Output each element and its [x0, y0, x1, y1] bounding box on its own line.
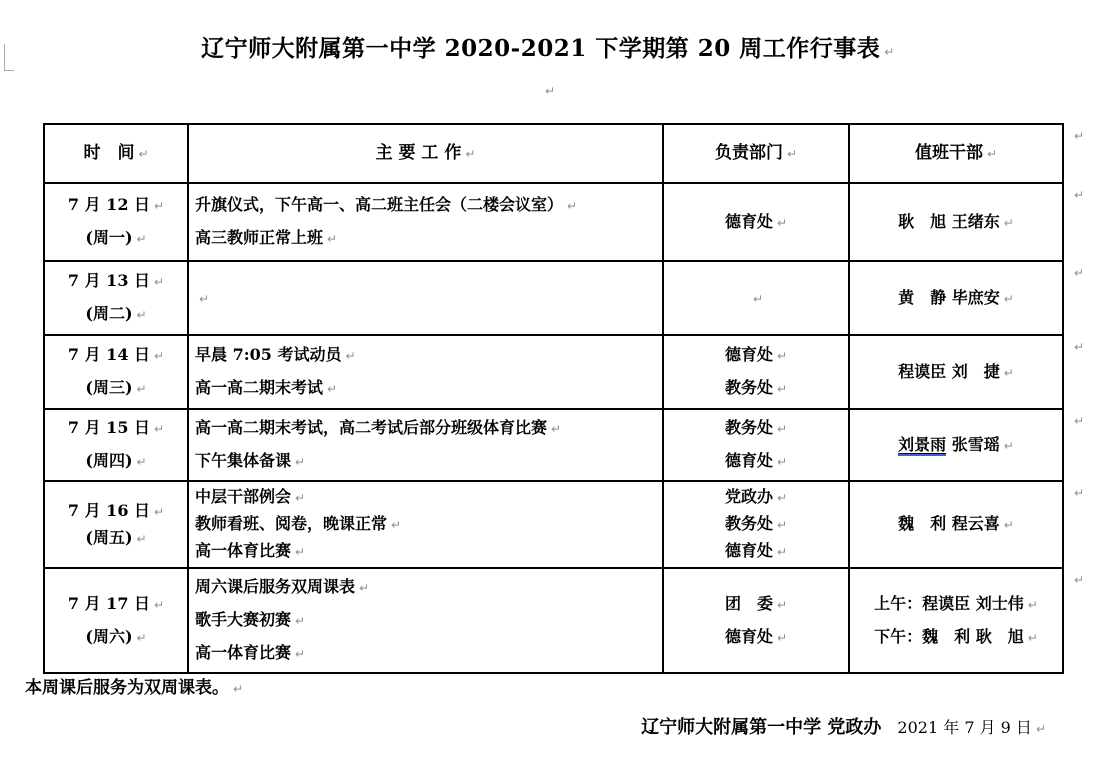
- schedule-table: [43, 123, 1064, 674]
- duty-line-text: 程谟臣 刘 捷: [898, 361, 1000, 381]
- header-label: 主 要 工 作: [375, 142, 462, 163]
- pilcrow-mark: ↵: [776, 215, 788, 230]
- pilcrow-mark: ↵: [359, 581, 370, 595]
- signature-date: 2021 年 7 月 9 日: [897, 718, 1032, 737]
- weekday-line-text: (周六): [85, 626, 133, 646]
- pilcrow-mark: ↵: [136, 630, 147, 645]
- department-line: [670, 372, 842, 405]
- pilcrow-mark: ↵: [295, 491, 306, 505]
- date-line-text: 7 月 17 日: [67, 593, 151, 613]
- department-line-text: 教务处: [724, 418, 773, 437]
- task-line-text: 升旗仪式，下午高一、高二班主任会（二楼会议室）: [195, 195, 564, 214]
- weekday-line-text: (周一): [85, 228, 133, 247]
- department-line-text: 德育处: [724, 451, 773, 470]
- pilcrow-mark: ↵: [345, 349, 356, 363]
- duty-line-text: 上午：程谟臣 刘士伟: [874, 593, 1024, 613]
- pilcrow-mark: ↵: [551, 422, 562, 436]
- pilcrow-mark: ↵: [1035, 722, 1046, 736]
- dept-cell[interactable]: [663, 481, 849, 568]
- duty-cell[interactable]: [849, 481, 1063, 568]
- pilcrow-mark: ↵: [1074, 486, 1085, 500]
- header-cell-1[interactable]: [188, 124, 663, 183]
- task-line: [195, 511, 656, 538]
- date-line: [51, 339, 181, 372]
- duty-line: [856, 621, 1056, 654]
- dept-cell[interactable]: [663, 409, 849, 481]
- signature-org: 辽宁师大附属第一中学 党政办: [641, 717, 882, 738]
- department-line-text: 德育处: [724, 626, 773, 646]
- table-row-5: [44, 568, 1063, 673]
- task-line-text: 周六课后服务双周课表: [195, 577, 356, 596]
- pilcrow-mark: ↵: [1003, 365, 1014, 380]
- pilcrow-mark: ↵: [327, 232, 338, 246]
- schedule-table-wrapper: [43, 123, 1085, 674]
- pilcrow-mark: ↵: [752, 291, 764, 306]
- date-line-text: 7 月 16 日: [67, 500, 151, 520]
- pilcrow-mark: ↵: [1074, 573, 1085, 587]
- pilcrow-mark: ↵: [465, 146, 476, 161]
- pilcrow-mark: ↵: [295, 614, 306, 628]
- date-line-text: 7 月 15 日: [67, 418, 151, 437]
- department-line-text: 团 委: [724, 593, 773, 613]
- pilcrow-mark: ↵: [136, 455, 147, 469]
- task-line: [195, 538, 656, 565]
- pilcrow-mark: ↵: [136, 308, 147, 322]
- pilcrow-mark: ↵: [776, 545, 788, 559]
- date-line: [51, 189, 181, 222]
- weekday-line: [51, 222, 181, 255]
- document-page: [0, 34, 1096, 770]
- footnote[interactable]: [25, 676, 1096, 701]
- weekday-line-text: (周四): [85, 451, 133, 470]
- pilcrow-mark: ↵: [1074, 129, 1085, 143]
- weekday-line-text: (周二): [85, 304, 133, 323]
- date-line: [51, 588, 181, 621]
- task-line: [195, 484, 656, 511]
- pilcrow-mark: ↵: [391, 518, 402, 532]
- task-line: [195, 372, 656, 405]
- date-line: [51, 498, 181, 525]
- dept-cell[interactable]: [663, 183, 849, 261]
- page-title-text: 辽宁师大附属第一中学 2020-2021 下学期第 20 周工作行事表: [201, 35, 881, 62]
- pilcrow-mark: ↵: [776, 349, 788, 363]
- pilcrow-mark: ↵: [154, 199, 165, 213]
- duty-line-text: 魏 利 程云喜: [898, 514, 1000, 533]
- department-line-text: 德育处: [724, 345, 773, 364]
- duty-line-text: 张雪瑶: [946, 434, 1000, 454]
- pilcrow-mark: ↵: [138, 146, 149, 161]
- department-line: [670, 538, 842, 565]
- pilcrow-mark: ↵: [136, 232, 147, 246]
- task-line: [195, 282, 656, 315]
- pilcrow-mark: ↵: [776, 422, 788, 436]
- header-cell-3[interactable]: [849, 124, 1063, 183]
- duty-cell[interactable]: [849, 409, 1063, 481]
- pilcrow-mark: ↵: [327, 382, 338, 396]
- duty-cell[interactable]: [849, 261, 1063, 335]
- pilcrow-mark: ↵: [567, 199, 578, 213]
- pilcrow-mark: ↵: [136, 531, 147, 546]
- pilcrow-mark: ↵: [1027, 630, 1038, 645]
- task-line-text: 中层干部例会: [195, 487, 292, 506]
- pilcrow-mark: ↵: [776, 382, 788, 396]
- task-line-text: 高一高二期末考试，高二考试后部分班级体育比赛: [195, 418, 548, 437]
- pilcrow-mark: ↵: [154, 504, 165, 519]
- footnote-text: 本周课后服务为双周课表。: [25, 678, 229, 698]
- task-line: [195, 189, 656, 222]
- pilcrow-mark: ↵: [776, 597, 788, 612]
- pilcrow-mark: ↵: [136, 382, 147, 396]
- table-row-2: [44, 335, 1063, 409]
- duty-cell[interactable]: [849, 335, 1063, 409]
- department-line-text: 党政办: [724, 487, 773, 506]
- duty-line: [856, 511, 1056, 538]
- pilcrow-mark: ↵: [1003, 518, 1014, 532]
- department-line: [670, 445, 842, 478]
- task-line: [195, 445, 656, 478]
- task-line-text: 高三教师正常上班: [195, 228, 324, 247]
- header-row: [44, 124, 1063, 183]
- department-line: [670, 282, 842, 315]
- time-cell[interactable]: [44, 183, 188, 261]
- department-line: [670, 339, 842, 372]
- dept-cell[interactable]: [663, 568, 849, 673]
- empty-paragraph[interactable]: [0, 67, 1096, 113]
- pilcrow-mark: ↵: [884, 45, 895, 59]
- pilcrow-mark: ↵: [1003, 438, 1014, 453]
- pilcrow-mark: ↵: [295, 647, 306, 661]
- dept-cell[interactable]: [663, 261, 849, 335]
- header-label: 值班干部: [914, 142, 983, 163]
- pilcrow-mark: ↵: [1074, 340, 1085, 354]
- pilcrow-mark: ↵: [776, 455, 788, 469]
- duty-line-text: 黄 静 毕庶安: [898, 287, 1000, 307]
- table-row-3: [44, 409, 1063, 481]
- pilcrow-mark: ↵: [776, 518, 788, 532]
- table-row-0: [44, 183, 1063, 261]
- task-line-text: 歌手大赛初赛: [195, 610, 292, 629]
- pilcrow-mark: ↵: [1003, 215, 1014, 230]
- time-cell[interactable]: [44, 568, 188, 673]
- department-line: [670, 206, 842, 239]
- date-line-text: 7 月 12 日: [67, 195, 151, 214]
- task-line: [195, 604, 656, 637]
- task-line-text: 早晨 7:05 考试动员: [195, 345, 342, 364]
- pilcrow-mark: ↵: [154, 275, 165, 289]
- department-line-text: 德育处: [724, 541, 773, 560]
- duty-cell[interactable]: [849, 568, 1063, 673]
- task-line: [195, 412, 656, 445]
- date-line-text: 7 月 13 日: [67, 271, 151, 290]
- weekday-line-text: (周五): [85, 527, 133, 547]
- department-line: [670, 412, 842, 445]
- duty-line: [856, 429, 1056, 462]
- work-cell[interactable]: [188, 568, 663, 673]
- time-cell[interactable]: [44, 335, 188, 409]
- task-line-text: 高一高二期末考试: [195, 378, 324, 397]
- duty-line-text: 耿 旭 王绪东: [898, 211, 1000, 231]
- pilcrow-mark: ↵: [295, 455, 306, 469]
- task-line: [195, 222, 656, 255]
- date-line-text: 7 月 14 日: [67, 345, 151, 364]
- table-row-1: [44, 261, 1063, 335]
- schedule-table-body: [44, 124, 1063, 673]
- weekday-line: [51, 621, 181, 654]
- work-cell[interactable]: [188, 409, 663, 481]
- pilcrow-mark: ↵: [1003, 291, 1014, 306]
- weekday-line: [51, 298, 181, 331]
- task-line-text: 教师看班、阅卷，晚课正常: [195, 514, 388, 533]
- pilcrow-mark: ↵: [154, 422, 165, 436]
- pilcrow-mark: ↵: [544, 84, 556, 98]
- task-line-text: 高一体育比赛: [195, 643, 292, 662]
- time-cell[interactable]: [44, 409, 188, 481]
- task-line: [195, 571, 656, 604]
- department-line: [670, 588, 842, 621]
- duty-line-underlined-text: 刘景雨: [898, 434, 947, 454]
- department-line: [670, 511, 842, 538]
- time-cell[interactable]: [44, 481, 188, 568]
- weekday-line-text: (周三): [85, 378, 133, 397]
- signature-line[interactable]: [0, 713, 1096, 739]
- duty-line: [856, 356, 1056, 389]
- pilcrow-mark: ↵: [233, 682, 244, 696]
- pilcrow-mark: ↵: [1074, 266, 1085, 280]
- task-line-text: 高一体育比赛: [195, 541, 292, 560]
- pilcrow-mark: ↵: [1074, 188, 1085, 202]
- time-cell[interactable]: [44, 261, 188, 335]
- department-line-text: 教务处: [724, 514, 773, 533]
- pilcrow-mark: ↵: [154, 349, 165, 363]
- header-label: 时 间: [83, 142, 135, 163]
- work-cell[interactable]: [188, 261, 663, 335]
- work-cell[interactable]: [188, 335, 663, 409]
- date-line: [51, 412, 181, 445]
- duty-line: [856, 206, 1056, 239]
- department-line: [670, 621, 842, 654]
- task-line: [195, 637, 656, 670]
- department-line: [670, 484, 842, 511]
- weekday-line: [51, 445, 181, 478]
- pilcrow-mark: ↵: [295, 545, 306, 559]
- work-cell[interactable]: [188, 481, 663, 568]
- work-cell[interactable]: [188, 183, 663, 261]
- page-title[interactable]: [0, 34, 1096, 67]
- table-row-4: [44, 481, 1063, 568]
- department-line-text: 德育处: [724, 211, 773, 231]
- duty-line: [856, 282, 1056, 315]
- pilcrow-mark: ↵: [986, 146, 998, 161]
- date-line: [51, 265, 181, 298]
- duty-line-text: 下午：魏 利 耿 旭: [874, 626, 1024, 646]
- pilcrow-mark: ↵: [776, 491, 788, 505]
- text-boundary-mark: [4, 44, 14, 71]
- dept-cell[interactable]: [663, 335, 849, 409]
- pilcrow-mark: ↵: [786, 146, 798, 161]
- task-line: [195, 339, 656, 372]
- weekday-line: [51, 525, 181, 552]
- task-line-text: 下午集体备课: [195, 451, 292, 470]
- duty-cell[interactable]: [849, 183, 1063, 261]
- header-cell-2[interactable]: [663, 124, 849, 183]
- pilcrow-mark: ↵: [1027, 597, 1038, 612]
- pilcrow-mark: ↵: [1074, 414, 1085, 428]
- pilcrow-mark: ↵: [154, 597, 165, 612]
- pilcrow-mark: ↵: [776, 630, 788, 645]
- department-line-text: 教务处: [724, 378, 773, 397]
- header-cell-0[interactable]: [44, 124, 188, 183]
- weekday-line: [51, 372, 181, 405]
- duty-line: [856, 588, 1056, 621]
- header-label: 负责部门: [714, 142, 783, 163]
- pilcrow-mark: ↵: [199, 291, 210, 306]
